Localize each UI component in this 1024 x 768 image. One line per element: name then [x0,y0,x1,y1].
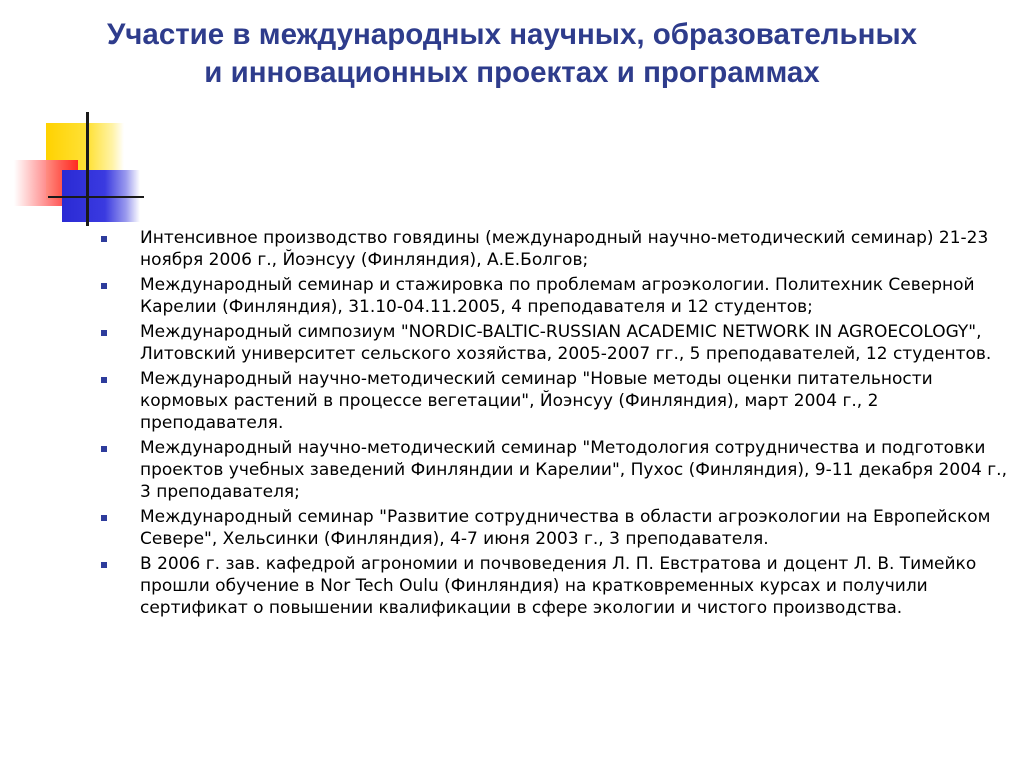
bullet-text: Интенсивное производство говядины (международный научно-методический семинар) 21-23 ноября 2006 г., Йоэнсуу (Финляндия), А.Е.Болгов; [140,228,989,270]
square-bullet-icon [101,283,107,289]
slide-title-line-1: Участие в международных научных, образовательных [106,18,918,51]
slide-title-line-2: и инновационных проектах и программах [204,56,820,89]
bullet-text: Международный научно-методический семинар "Новые методы оценки питательности кормовых растений в процессе вегетации", Йоэнсуу (Финляндия), март 2004 г., 2 преподавателя. [140,369,933,433]
bullet-item [99,553,1009,619]
bullet-list [99,227,1009,622]
square-bullet-icon [101,446,107,452]
slide-title [0,16,1024,92]
horizontal-line-decoration [48,196,144,198]
square-bullet-icon [101,236,107,242]
bullet-item [99,321,1009,365]
bullet-item [99,437,1009,503]
bullet-text: Международный семинар и стажировка по проблемам агроэкологии. Политехник Северной Карелии (Финляндия), 31.10-04.11.2005, 4 преподавателя и 12 студентов; [140,275,975,317]
bullet-item [99,506,1009,550]
bullet-item [99,274,1009,318]
bullet-item [99,368,1009,434]
square-bullet-icon [101,377,107,383]
square-bullet-icon [101,562,107,568]
square-bullet-icon [101,330,107,336]
bullet-text: Международный симпозиум "NORDIC-BALTIC-RUSSIAN ACADEMIC NETWORK IN AGROECOLOGY", Литовский университет сельского хозяйства, 2005-2007 гг., 5 преподавателей, 12 студентов. [140,322,992,364]
square-bullet-icon [101,515,107,521]
vertical-line-decoration [86,112,89,226]
bullet-text: Международный семинар "Развитие сотрудничества в области агроэкологии на Европейском Севере", Хельсинки (Финляндия), 4-7 июня 2003 г., 3 преподавателя. [140,507,991,549]
bullet-item [99,227,1009,271]
bullet-text: В 2006 г. зав. кафедрой агрономии и почвоведения Л. П. Евстратова и доцент Л. В. Тимейко прошли обучение в Nor Tech Oulu (Финляндия) на кратковременных курсах и получили сертификат о повышении квалификации в сфере экологии и чистого производства. [140,554,977,618]
bullet-text: Международный научно-методический семинар "Методология сотрудничества и подготовки проектов учебных заведений Финляндии и Карелии", Пухос (Финляндия), 9-11 декабря 2004 г., 3 преподавателя; [140,438,1007,502]
